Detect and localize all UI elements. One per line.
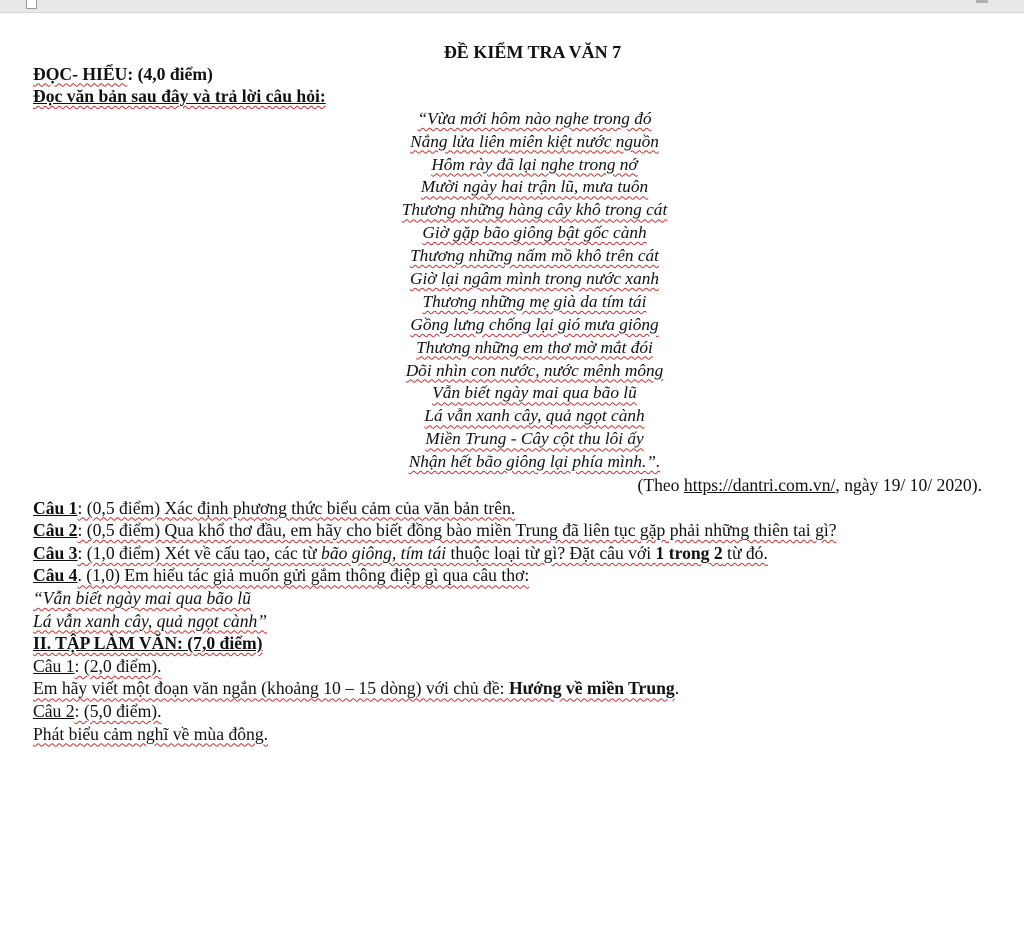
q3-bold: 1 trong 2 bbox=[655, 542, 723, 563]
source-suffix: , ngày 19/ 10/ 2020). bbox=[835, 475, 982, 496]
instruction-text: Đọc văn bản sau đây và trả lời câu hỏi: bbox=[33, 86, 326, 107]
poem-line-text: Vẫn biết ngày mai qua bão lũ bbox=[432, 383, 637, 403]
poem-line-text: Thương những hàng cây khô trong cát bbox=[401, 200, 668, 220]
q2-text: : (0,5 điểm) Qua khổ thơ đầu, em hãy cho biết đồng bào miền Trung đã liên tục gặp phải những thiên tai gì? bbox=[77, 520, 837, 541]
writing-1-prompt bbox=[33, 677, 988, 700]
poem-line-text: Giờ lại ngâm mình trong nước xanh bbox=[410, 269, 659, 289]
instruction bbox=[33, 85, 988, 108]
w2-text: Phát biểu cảm nghĩ về mùa đông. bbox=[33, 723, 269, 744]
poem-line bbox=[81, 176, 988, 199]
document-title: ĐỀ KIỂM TRA VĂN 7 bbox=[443, 42, 622, 62]
q2-label: Câu 2 bbox=[33, 520, 78, 541]
poem-block bbox=[33, 108, 988, 474]
writing-2-header bbox=[33, 700, 988, 723]
q3-label: Câu 3 bbox=[33, 542, 78, 563]
poem-line bbox=[81, 360, 988, 383]
poem-line bbox=[81, 291, 988, 314]
part2-heading-text: II. TẬP LÀM VĂN: (7,0 điểm) bbox=[33, 633, 263, 654]
poem-line-text: Miền Trung - Cây cột thu lôi ấy bbox=[425, 429, 644, 449]
poem-line-text: Lá vẫn xanh cây, quả ngọt cành bbox=[424, 406, 645, 426]
poem-line bbox=[81, 222, 988, 245]
w1-text: Em hãy viết một đoạn văn ngắn (khoảng 10 – 15 dòng) với chủ đề: bbox=[33, 678, 509, 699]
q1-text: : (0,5 điểm) Xác định phương thức biểu cảm của văn bản trên. bbox=[77, 497, 516, 518]
writing-2-prompt bbox=[33, 723, 988, 746]
q4-quote-line-2 bbox=[33, 610, 988, 633]
poem-line-text: Gồng lưng chống lại gió mưa giông bbox=[410, 314, 659, 334]
poem-line-text: Nắng lửa liên miên kiệt nước nguồn bbox=[410, 131, 659, 151]
w2-points: : (5,0 điểm). bbox=[74, 700, 162, 721]
poem-line-text: Thương những em thơ mờ mắt đói bbox=[416, 337, 653, 357]
q3-text-a: : (1,0 điểm) Xét về cấu tạo, các từ bbox=[77, 542, 322, 563]
document-page bbox=[33, 40, 988, 745]
poem-line bbox=[81, 131, 988, 154]
q4-quote-line-1 bbox=[33, 587, 988, 610]
poem-line-text: “Vừa mới hôm nào nghe trong đó bbox=[417, 108, 652, 128]
q4-text: . (1,0) Em hiểu tác giả muốn gửi gắm thông điệp gì qua câu thơ: bbox=[77, 565, 530, 586]
minimize-icon[interactable] bbox=[976, 0, 988, 3]
q3-text-c: từ đó. bbox=[722, 542, 768, 563]
q1-label: Câu 1 bbox=[33, 497, 78, 518]
poem-line-text: Nhận hết bão giông lại phía mình.”. bbox=[408, 452, 661, 472]
source-prefix: (Theo bbox=[637, 475, 684, 496]
q4-label: Câu 4 bbox=[33, 565, 78, 586]
poem-line-text: Hôm rày đã lại nghe trong nớ bbox=[431, 154, 638, 174]
part1-heading-label: ĐỌC- HIỂU bbox=[33, 63, 128, 84]
poem-line-text: Giờ gặp bão giông bật gốc cành bbox=[422, 223, 647, 243]
poem-line bbox=[81, 245, 988, 268]
question-4 bbox=[33, 564, 988, 587]
q3-text-b: thuộc loại từ gì? Đặt câu với bbox=[446, 542, 656, 563]
poem-line bbox=[81, 154, 988, 177]
poem-line bbox=[81, 451, 988, 474]
part1-points: : (4,0 điểm) bbox=[127, 63, 213, 84]
part2-heading bbox=[33, 632, 988, 655]
poem-line bbox=[81, 382, 988, 405]
q4-quote-2-text: Lá vẫn xanh cây, quả ngọt cành” bbox=[33, 610, 268, 631]
writing-1-header bbox=[33, 655, 988, 678]
question-3 bbox=[33, 542, 988, 565]
q3-italic-words: bão giông, tím tái bbox=[321, 542, 447, 563]
poem-line-text: Thương những mẹ già da tím tái bbox=[422, 291, 647, 311]
question-1 bbox=[33, 497, 988, 520]
poem-line bbox=[81, 199, 988, 222]
poem-line-text: Thương những nấm mồ khô trên cát bbox=[410, 246, 659, 266]
poem-line bbox=[81, 405, 988, 428]
q4-quote-1-text: “Vẫn biết ngày mai qua bão lũ bbox=[33, 588, 251, 608]
poem-line-text: Dõi nhìn con nước, nước mênh mông bbox=[405, 360, 664, 380]
poem-line-text: Mười ngày hai trận lũ, mưa tuôn bbox=[420, 177, 649, 197]
window-top-bar bbox=[0, 0, 1024, 13]
part1-heading bbox=[33, 63, 988, 86]
w1-points: : (2,0 điểm). bbox=[74, 655, 162, 676]
w1-end: . bbox=[674, 678, 680, 699]
poem-line bbox=[81, 314, 988, 337]
poem-line bbox=[81, 268, 988, 291]
question-2 bbox=[33, 519, 988, 542]
checkbox-icon[interactable] bbox=[26, 0, 37, 9]
poem-line bbox=[81, 108, 988, 131]
poem-line bbox=[81, 428, 988, 451]
w1-label: Câu 1 bbox=[33, 655, 75, 676]
w2-label: Câu 2 bbox=[33, 700, 75, 721]
source-line bbox=[33, 474, 988, 497]
w1-topic: Hướng về miền Trung bbox=[508, 678, 675, 699]
source-link[interactable]: https://dantri.com.vn/ bbox=[683, 475, 836, 496]
poem-line bbox=[81, 337, 988, 360]
